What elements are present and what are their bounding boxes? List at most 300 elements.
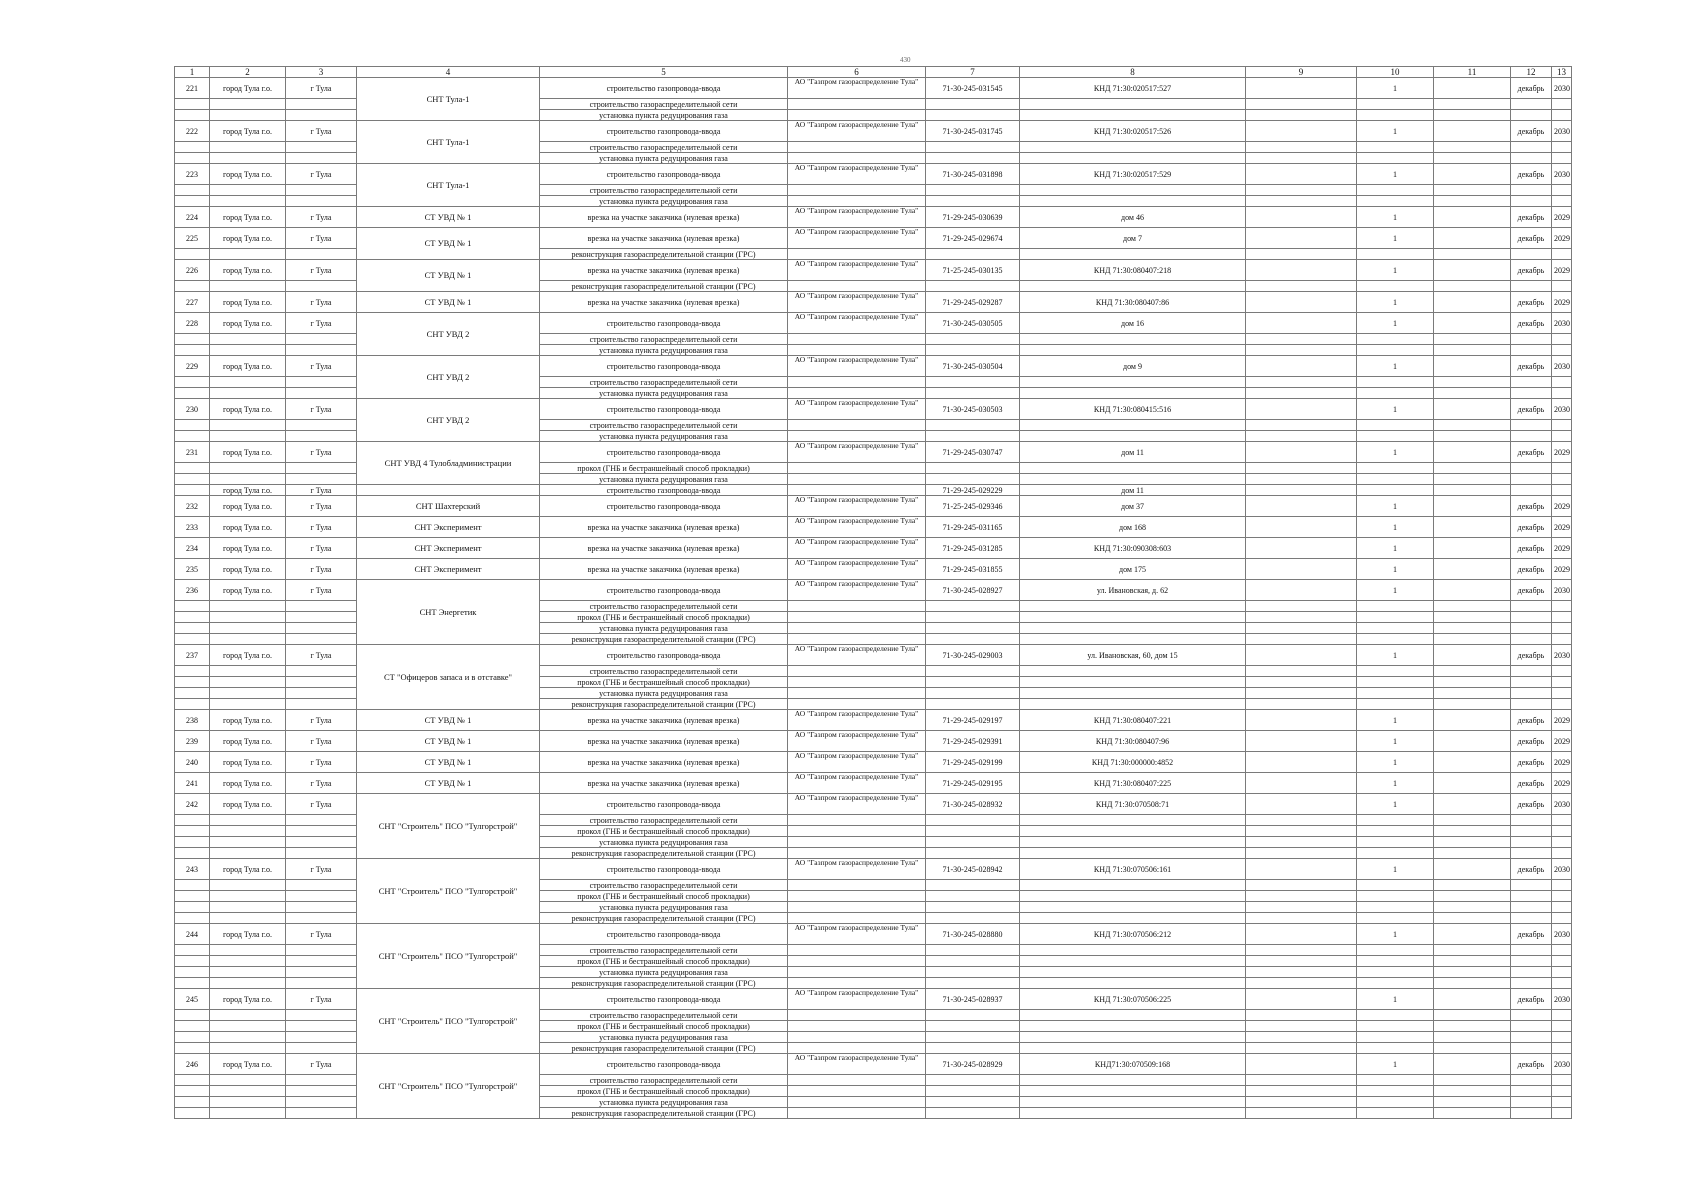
empty-cell-13 [1552,956,1572,967]
empty-cell-11 [1434,677,1511,688]
settlement-empty [286,848,357,859]
organization-empty [788,485,926,496]
empty-cell-6 [788,1032,926,1043]
empty-cell-7 [926,249,1020,260]
empty-cell-9 [1246,260,1357,281]
empty-cell-8 [1020,249,1246,260]
settlement-cell: г Тула [286,859,357,880]
empty-cell-7 [926,978,1020,989]
empty-cell-8 [1020,1108,1246,1119]
empty-cell-9 [1246,1054,1357,1075]
settlement-cell: г Тула [286,164,357,185]
settlement-empty [286,967,357,978]
empty-cell-7 [926,388,1020,399]
table-row [175,517,1572,538]
work-type-cell: строительство газопровода-ввода [540,859,788,880]
district-empty [210,880,286,891]
empty-cell-7 [926,880,1020,891]
empty-cell-8 [1020,474,1246,485]
month-cell: декабрь [1511,78,1552,99]
empty-cell-12 [1511,1086,1552,1097]
work-type-cell: прокол (ГНБ и бестраншейный способ прокладки) [540,612,788,623]
page-number: 430 [900,56,911,64]
empty-cell-12 [1511,826,1552,837]
snt-name-cell: СНТ Тула-1 [357,121,540,164]
snt-name-cell: СНТ УВД 2 [357,313,540,356]
row-number-empty [175,1032,210,1043]
empty-cell-11 [1434,196,1511,207]
empty-cell-9 [1246,956,1357,967]
row-number-empty [175,1043,210,1054]
district-empty [210,345,286,356]
month-cell: декабрь [1511,794,1552,815]
empty-cell-10 [1357,142,1434,153]
address-cell: КНД 71:30:070506:212 [1020,924,1246,945]
empty-cell-11 [1434,859,1511,880]
organization-cell: АО "Газпром газораспределение Тула" [788,859,926,880]
table-row [175,442,1572,463]
organization-cell: АО "Газпром газораспределение Тула" [788,989,926,1010]
organization-cell: АО "Газпром газораспределение Тула" [788,164,926,185]
empty-cell-13 [1552,377,1572,388]
empty-cell-8 [1020,142,1246,153]
quantity-cell: 1 [1357,645,1434,666]
empty-cell-6 [788,377,926,388]
empty-cell-8 [1020,196,1246,207]
empty-cell-7 [926,666,1020,677]
empty-cell-7 [926,474,1020,485]
empty-cell-10 [1357,345,1434,356]
year-cell: 2030 [1552,399,1572,420]
table-row [175,773,1572,794]
empty-cell-12 [1511,420,1552,431]
row-number-empty [175,1086,210,1097]
settlement-empty [286,474,357,485]
empty-cell-9 [1246,474,1357,485]
empty-cell-11 [1434,623,1511,634]
empty-cell-8 [1020,1010,1246,1021]
month-cell: декабрь [1511,710,1552,731]
year-cell: 2030 [1552,164,1572,185]
table-row [175,1054,1572,1075]
settlement-empty [286,956,357,967]
settlement-cell: г Тула [286,794,357,815]
address-cell: КНД 71:30:080415:516 [1020,399,1246,420]
district-empty [210,1086,286,1097]
empty-cell-11 [1434,794,1511,815]
district-empty [210,945,286,956]
settlement-cell: г Тула [286,313,357,334]
quantity-cell: 1 [1357,517,1434,538]
snt-name-cell: СНТ Эксперимент [357,517,540,538]
row-number-empty [175,688,210,699]
address-cell: дом 11 [1020,442,1246,463]
empty-cell-8 [1020,612,1246,623]
table-row [175,260,1572,281]
empty-cell-10 [1357,677,1434,688]
work-type-cell: прокол (ГНБ и бестраншейный способ прокладки) [540,463,788,474]
row-number: 237 [175,645,210,666]
empty-cell-11 [1434,1032,1511,1043]
column-header-2: 2 [210,67,286,78]
empty-cell-11 [1434,826,1511,837]
empty-cell-7 [926,99,1020,110]
row-number-empty [175,1075,210,1086]
empty-cell-7 [926,634,1020,645]
empty-cell-6 [788,902,926,913]
empty-cell-11 [1434,345,1511,356]
empty-cell-13 [1552,677,1572,688]
month-cell: декабрь [1511,989,1552,1010]
work-type-cell: прокол (ГНБ и бестраншейный способ прокладки) [540,891,788,902]
work-type-cell: строительство газопровода-ввода [540,356,788,377]
empty-cell-13 [1552,623,1572,634]
empty-cell-10 [1357,1043,1434,1054]
settlement-cell: г Тула [286,399,357,420]
empty-cell-13 [1552,281,1572,292]
empty-cell-11 [1434,1075,1511,1086]
district-empty [210,677,286,688]
empty-cell-9 [1246,601,1357,612]
object-code-cell: 71-29-245-031285 [926,538,1020,559]
empty-cell-6 [788,1108,926,1119]
empty-cell-6 [788,826,926,837]
snt-name-cell: СНТ УВД 2 [357,399,540,442]
settlement-empty [286,463,357,474]
row-number: 235 [175,559,210,580]
settlement-empty [286,249,357,260]
organization-cell: АО "Газпром газораспределение Тула" [788,78,926,99]
address-cell: дом 46 [1020,207,1246,228]
empty-cell-10 [1357,99,1434,110]
empty-cell-9 [1246,121,1357,142]
district-empty [210,891,286,902]
empty-cell-11 [1434,185,1511,196]
empty-cell-7 [926,334,1020,345]
work-type-cell: врезка на участке заказчика (нулевая врезка) [540,773,788,794]
empty-cell-9 [1246,859,1357,880]
settlement-cell: г Тула [286,580,357,601]
empty-cell-9 [1246,1075,1357,1086]
work-type-cell: реконструкция газораспределительной станции (ГРС) [540,1108,788,1119]
empty-cell-13 [1552,485,1572,496]
empty-cell-10 [1357,848,1434,859]
district-empty [210,377,286,388]
work-type-cell: установка пункта редуцирования газа [540,196,788,207]
row-number-empty [175,1010,210,1021]
row-number: 229 [175,356,210,377]
settlement-empty [286,142,357,153]
empty-cell-10 [1357,334,1434,345]
empty-cell-9 [1246,292,1357,313]
table-row [175,924,1572,945]
empty-cell-7 [926,677,1020,688]
year-cell: 2030 [1552,645,1572,666]
column-header-12: 12 [1511,67,1552,78]
snt-name-cell: СНТ Энергетик [357,580,540,645]
empty-cell-7 [926,1032,1020,1043]
empty-cell-7 [926,1075,1020,1086]
district-empty [210,902,286,913]
table-body [175,78,1572,1119]
empty-cell-11 [1434,634,1511,645]
empty-cell-13 [1552,902,1572,913]
row-number-empty [175,110,210,121]
row-number-empty [175,913,210,924]
quantity-cell: 1 [1357,260,1434,281]
column-header-6: 6 [788,67,926,78]
object-code-cell: 71-29-245-031165 [926,517,1020,538]
settlement-empty [286,388,357,399]
empty-cell-12 [1511,837,1552,848]
settlement-empty [286,601,357,612]
empty-cell-11 [1434,666,1511,677]
empty-cell-13 [1552,388,1572,399]
empty-cell-10 [1357,891,1434,902]
settlement-cell: г Тула [286,645,357,666]
settlement-empty [286,1097,357,1108]
table-row [175,313,1572,334]
empty-cell-13 [1552,334,1572,345]
empty-cell-6 [788,334,926,345]
empty-cell-9 [1246,164,1357,185]
settlement-empty [286,196,357,207]
empty-cell-9 [1246,281,1357,292]
empty-cell-13 [1552,1032,1572,1043]
empty-cell-7 [926,1108,1020,1119]
empty-cell-12 [1511,334,1552,345]
empty-cell-6 [788,249,926,260]
organization-cell: АО "Газпром газораспределение Тула" [788,559,926,580]
empty-cell-7 [926,837,1020,848]
object-code-cell: 71-29-245-031855 [926,559,1020,580]
empty-cell-13 [1552,913,1572,924]
empty-cell-9 [1246,891,1357,902]
empty-cell-13 [1552,1097,1572,1108]
empty-cell-11 [1434,399,1511,420]
settlement-empty [286,623,357,634]
empty-cell-8 [1020,837,1246,848]
settlement-cell: г Тула [286,260,357,281]
district-empty [210,1021,286,1032]
empty-cell-11 [1434,891,1511,902]
empty-cell-10 [1357,377,1434,388]
organization-cell: АО "Газпром газораспределение Тула" [788,773,926,794]
settlement-empty [286,153,357,164]
empty-cell-9 [1246,345,1357,356]
empty-cell-12 [1511,601,1552,612]
quantity-cell: 1 [1357,164,1434,185]
district-cell: город Тула г.о. [210,292,286,313]
column-header-7: 7 [926,67,1020,78]
empty-cell-12 [1511,967,1552,978]
snt-name-cell: СТ УВД № 1 [357,260,540,292]
empty-cell-9 [1246,623,1357,634]
settlement-empty [286,99,357,110]
empty-cell-6 [788,142,926,153]
empty-cell-11 [1434,1021,1511,1032]
empty-cell-6 [788,677,926,688]
organization-cell: АО "Газпром газораспределение Тула" [788,228,926,249]
row-number-empty [175,431,210,442]
empty-cell-7 [926,902,1020,913]
address-cell: КНД 71:30:070506:161 [1020,859,1246,880]
empty-cell-10 [1357,902,1434,913]
empty-cell-10 [1357,815,1434,826]
settlement-empty [286,826,357,837]
empty-cell-7 [926,826,1020,837]
work-type-cell: врезка на участке заказчика (нулевая врезка) [540,538,788,559]
snt-name-cell: СТ УВД № 1 [357,710,540,731]
empty-cell-12 [1511,880,1552,891]
district-cell: город Тула г.о. [210,207,286,228]
empty-cell-13 [1552,142,1572,153]
empty-cell-9 [1246,249,1357,260]
work-type-cell: строительство газопровода-ввода [540,313,788,334]
district-empty [210,1108,286,1119]
empty-cell-8 [1020,634,1246,645]
quantity-cell: 1 [1357,580,1434,601]
empty-cell-12 [1511,99,1552,110]
work-type-cell: реконструкция газораспределительной станции (ГРС) [540,1043,788,1054]
organization-cell: АО "Газпром газораспределение Тула" [788,645,926,666]
empty-cell-7 [926,377,1020,388]
table-row [175,356,1572,377]
district-empty [210,837,286,848]
empty-cell-7 [926,815,1020,826]
work-type-cell: строительство газопровода-ввода [540,496,788,517]
row-number-empty [175,699,210,710]
district-empty [210,420,286,431]
empty-cell-8 [1020,815,1246,826]
empty-cell-10 [1357,281,1434,292]
empty-cell-11 [1434,1108,1511,1119]
empty-cell-7 [926,153,1020,164]
empty-cell-9 [1246,752,1357,773]
year-cell: 2029 [1552,260,1572,281]
settlement-cell: г Тула [286,442,357,463]
district-empty [210,110,286,121]
quantity-cell: 1 [1357,989,1434,1010]
empty-cell-9 [1246,945,1357,956]
district-cell: город Тула г.о. [210,924,286,945]
district-cell: город Тула г.о. [210,517,286,538]
quantity-cell: 1 [1357,710,1434,731]
settlement-cell: г Тула [286,121,357,142]
empty-cell-11 [1434,164,1511,185]
work-type-cell: установка пункта редуцирования газа [540,431,788,442]
settlement-cell: г Тула [286,989,357,1010]
empty-cell-6 [788,634,926,645]
empty-cell-9 [1246,356,1357,377]
column-header-3: 3 [286,67,357,78]
organization-cell: АО "Газпром газораспределение Тула" [788,794,926,815]
empty-cell-11 [1434,538,1511,559]
empty-cell-12 [1511,185,1552,196]
row-number-empty [175,281,210,292]
column-header-8: 8 [1020,67,1246,78]
district-cell: город Тула г.о. [210,399,286,420]
district-empty [210,699,286,710]
empty-cell-10 [1357,634,1434,645]
organization-cell: АО "Газпром газораспределение Тула" [788,442,926,463]
district-cell: город Тула г.о. [210,794,286,815]
year-cell: 2029 [1552,517,1572,538]
column-header-13: 13 [1552,67,1572,78]
row-number-empty [175,634,210,645]
row-number-empty [175,815,210,826]
empty-cell-12 [1511,474,1552,485]
empty-cell-9 [1246,913,1357,924]
month-cell: декабрь [1511,496,1552,517]
district-cell: город Тула г.о. [210,710,286,731]
district-empty [210,913,286,924]
empty-cell-8 [1020,880,1246,891]
empty-cell-11 [1434,1054,1511,1075]
settlement-empty [286,334,357,345]
district-cell: город Тула г.о. [210,356,286,377]
row-number: 226 [175,260,210,281]
month-cell: декабрь [1511,164,1552,185]
table-row [175,207,1572,228]
district-cell: город Тула г.о. [210,773,286,794]
empty-cell-6 [788,967,926,978]
empty-cell-8 [1020,826,1246,837]
empty-cell-7 [926,1043,1020,1054]
settlement-empty [286,945,357,956]
quantity-cell: 1 [1357,207,1434,228]
year-cell: 2029 [1552,496,1572,517]
empty-cell-11 [1434,313,1511,334]
empty-cell-9 [1246,1010,1357,1021]
empty-cell-13 [1552,431,1572,442]
settlement-empty [286,110,357,121]
empty-cell-11 [1434,967,1511,978]
year-cell: 2029 [1552,710,1572,731]
month-cell: декабрь [1511,773,1552,794]
empty-cell-6 [788,945,926,956]
settlement-empty [286,978,357,989]
empty-cell-12 [1511,142,1552,153]
district-cell: город Тула г.о. [210,121,286,142]
row-number-empty [175,891,210,902]
empty-cell-13 [1552,110,1572,121]
month-cell: декабрь [1511,292,1552,313]
district-empty [210,688,286,699]
quantity-cell: 1 [1357,356,1434,377]
district-empty [210,967,286,978]
empty-cell-13 [1552,185,1572,196]
empty-cell-13 [1552,688,1572,699]
quantity-cell: 1 [1357,228,1434,249]
empty-cell-9 [1246,110,1357,121]
empty-cell-10 [1357,1086,1434,1097]
empty-cell-12 [1511,485,1552,496]
snt-name-cell: СНТ Тула-1 [357,164,540,207]
empty-cell-11 [1434,1086,1511,1097]
empty-cell-12 [1511,1108,1552,1119]
quantity-cell: 1 [1357,1054,1434,1075]
column-header-10: 10 [1357,67,1434,78]
table-row [175,752,1572,773]
empty-cell-11 [1434,880,1511,891]
empty-cell-11 [1434,442,1511,463]
empty-cell-11 [1434,989,1511,1010]
empty-cell-7 [926,345,1020,356]
empty-cell-9 [1246,902,1357,913]
empty-cell-9 [1246,1021,1357,1032]
empty-cell-12 [1511,153,1552,164]
